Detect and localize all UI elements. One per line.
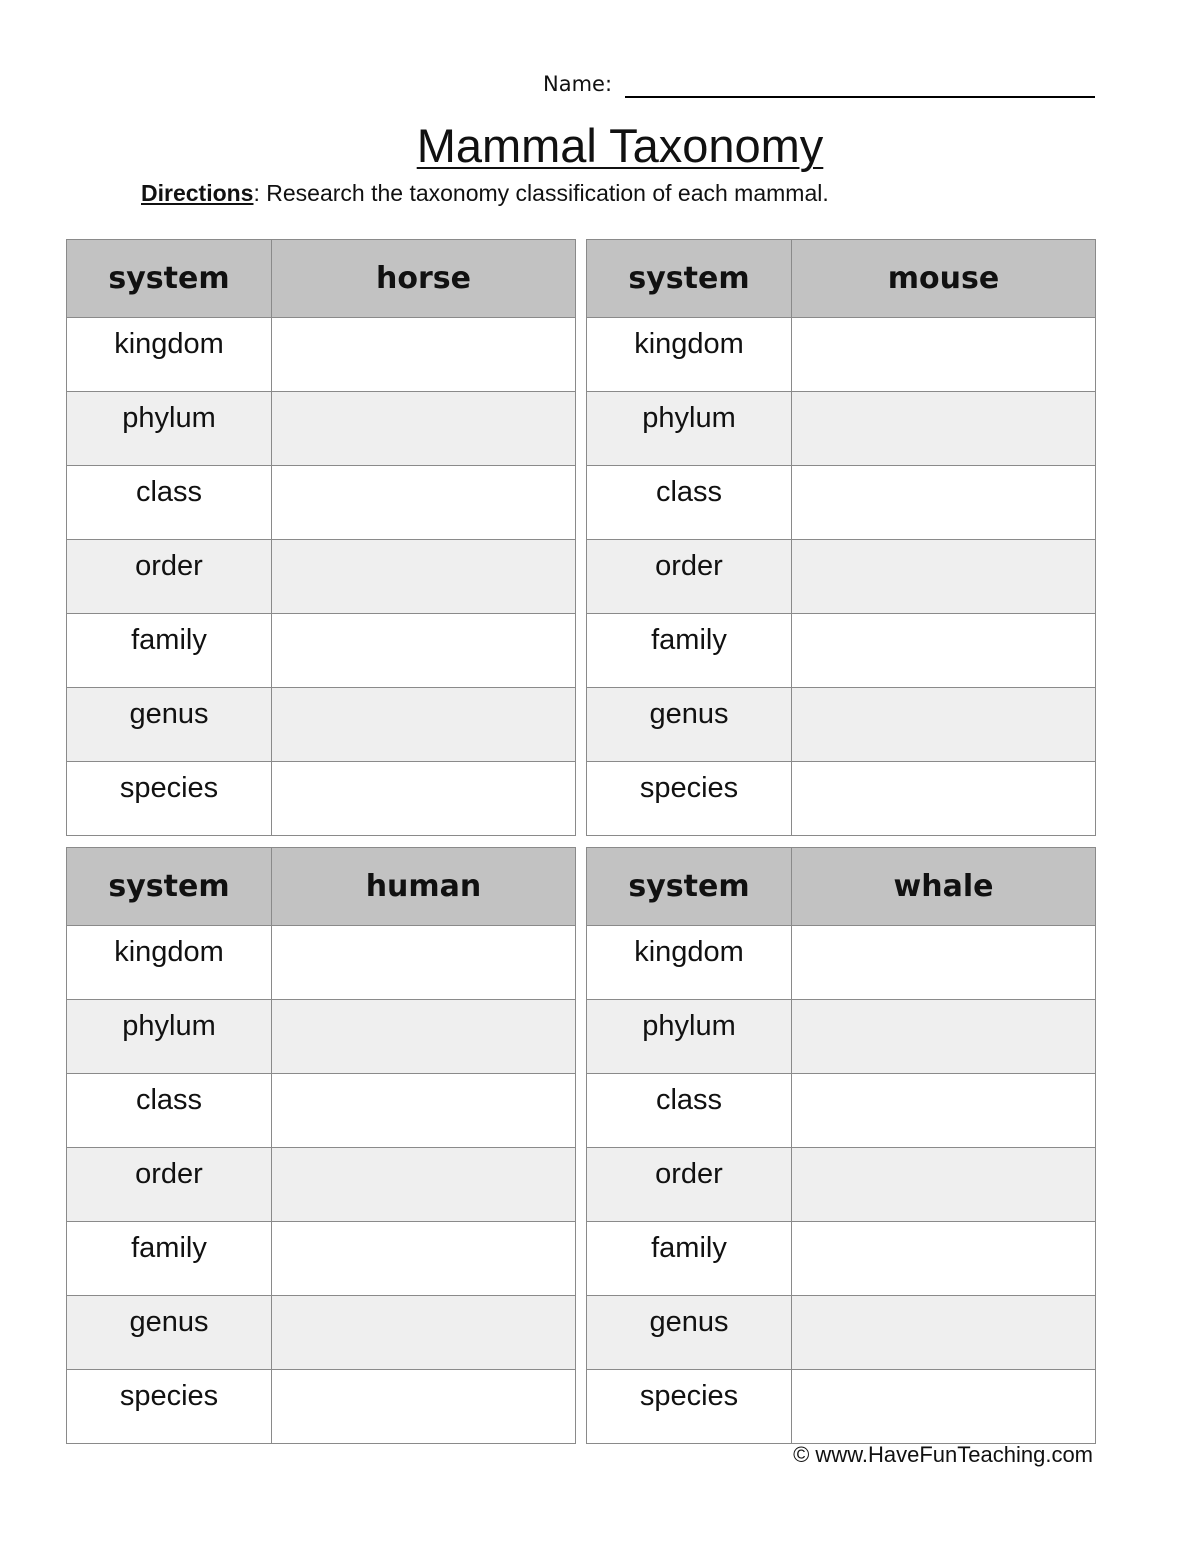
header-animal: whale	[792, 848, 1096, 926]
answer-cell[interactable]	[792, 688, 1096, 762]
directions-label: Directions	[141, 180, 254, 206]
answer-cell[interactable]	[792, 1370, 1096, 1444]
answer-cell[interactable]	[272, 926, 576, 1000]
answer-cell[interactable]	[792, 762, 1096, 836]
answer-cell[interactable]	[272, 1000, 576, 1074]
taxonomy-table-whale	[586, 847, 1096, 1444]
rank-label: kingdom	[67, 318, 272, 392]
answer-cell[interactable]	[792, 1148, 1096, 1222]
table-row	[587, 688, 1096, 762]
table-row	[67, 1222, 576, 1296]
table-row	[67, 540, 576, 614]
table-row	[587, 1296, 1096, 1370]
table-row	[67, 926, 576, 1000]
rank-label: class	[67, 1074, 272, 1148]
rank-label: phylum	[587, 1000, 792, 1074]
table-row	[67, 1000, 576, 1074]
rank-label: species	[587, 762, 792, 836]
name-blank-line[interactable]	[625, 96, 1095, 98]
rank-label: species	[587, 1370, 792, 1444]
rank-label: phylum	[67, 392, 272, 466]
table-row	[587, 614, 1096, 688]
rank-label: phylum	[67, 1000, 272, 1074]
rank-label: species	[67, 762, 272, 836]
table-row	[587, 926, 1096, 1000]
answer-cell[interactable]	[792, 466, 1096, 540]
rank-label: genus	[587, 1296, 792, 1370]
answer-cell[interactable]	[272, 392, 576, 466]
header-animal: human	[272, 848, 576, 926]
table-header-row	[587, 240, 1096, 318]
table-row	[67, 1148, 576, 1222]
table-row	[67, 466, 576, 540]
taxonomy-table-human	[66, 847, 576, 1444]
rank-label: class	[587, 466, 792, 540]
rank-label: genus	[67, 1296, 272, 1370]
answer-cell[interactable]	[792, 318, 1096, 392]
table-row	[67, 1370, 576, 1444]
answer-cell[interactable]	[272, 688, 576, 762]
taxonomy-table-mouse	[586, 239, 1096, 836]
answer-cell[interactable]	[792, 540, 1096, 614]
page-title: Mammal Taxonomy	[416, 119, 824, 172]
table-row	[67, 688, 576, 762]
table-row	[67, 1074, 576, 1148]
answer-cell[interactable]	[792, 1074, 1096, 1148]
rank-label: kingdom	[587, 926, 792, 1000]
answer-cell[interactable]	[272, 540, 576, 614]
rank-label: kingdom	[67, 926, 272, 1000]
rank-label: family	[587, 1222, 792, 1296]
rank-label: order	[587, 1148, 792, 1222]
answer-cell[interactable]	[792, 1296, 1096, 1370]
name-label: Name:	[543, 72, 613, 96]
rank-label: phylum	[587, 392, 792, 466]
copyright-footer: © www.HaveFunTeaching.com	[793, 1442, 1093, 1467]
table-row	[67, 614, 576, 688]
directions-text: : Research the taxonomy classification of each mammal.	[253, 180, 829, 206]
table-row	[587, 318, 1096, 392]
answer-cell[interactable]	[272, 1296, 576, 1370]
rank-label: class	[67, 466, 272, 540]
header-system: system	[67, 848, 272, 926]
table-row	[587, 1000, 1096, 1074]
name-field[interactable]	[543, 70, 1095, 102]
rank-label: kingdom	[587, 318, 792, 392]
table-header-row	[67, 240, 576, 318]
rank-label: genus	[587, 688, 792, 762]
table-row	[587, 1370, 1096, 1444]
table-row	[587, 1148, 1096, 1222]
answer-cell[interactable]	[272, 318, 576, 392]
table-row	[67, 392, 576, 466]
answer-cell[interactable]	[272, 762, 576, 836]
answer-cell[interactable]	[792, 1222, 1096, 1296]
answer-cell[interactable]	[272, 1074, 576, 1148]
rank-label: order	[67, 540, 272, 614]
header-system: system	[587, 848, 792, 926]
rank-label: class	[587, 1074, 792, 1148]
table-row	[587, 466, 1096, 540]
answer-cell[interactable]	[272, 614, 576, 688]
table-row	[587, 762, 1096, 836]
taxonomy-table-horse	[66, 239, 576, 836]
header-system: system	[587, 240, 792, 318]
rank-label: family	[587, 614, 792, 688]
table-row	[67, 1296, 576, 1370]
table-header-row	[67, 848, 576, 926]
header-system: system	[67, 240, 272, 318]
answer-cell[interactable]	[272, 1370, 576, 1444]
rank-label: family	[67, 1222, 272, 1296]
answer-cell[interactable]	[792, 614, 1096, 688]
table-row	[587, 540, 1096, 614]
rank-label: species	[67, 1370, 272, 1444]
table-header-row	[587, 848, 1096, 926]
answer-cell[interactable]	[792, 392, 1096, 466]
answer-cell[interactable]	[272, 466, 576, 540]
answer-cell[interactable]	[272, 1148, 576, 1222]
table-row	[587, 1074, 1096, 1148]
rank-label: order	[67, 1148, 272, 1222]
answer-cell[interactable]	[792, 926, 1096, 1000]
header-animal: horse	[272, 240, 576, 318]
rank-label: family	[67, 614, 272, 688]
table-row	[587, 392, 1096, 466]
directions	[141, 180, 829, 207]
answer-cell[interactable]	[792, 1000, 1096, 1074]
header-animal: mouse	[792, 240, 1096, 318]
rank-label: genus	[67, 688, 272, 762]
rank-label: order	[587, 540, 792, 614]
table-row	[587, 1222, 1096, 1296]
answer-cell[interactable]	[272, 1222, 576, 1296]
table-row	[67, 762, 576, 836]
table-row	[67, 318, 576, 392]
